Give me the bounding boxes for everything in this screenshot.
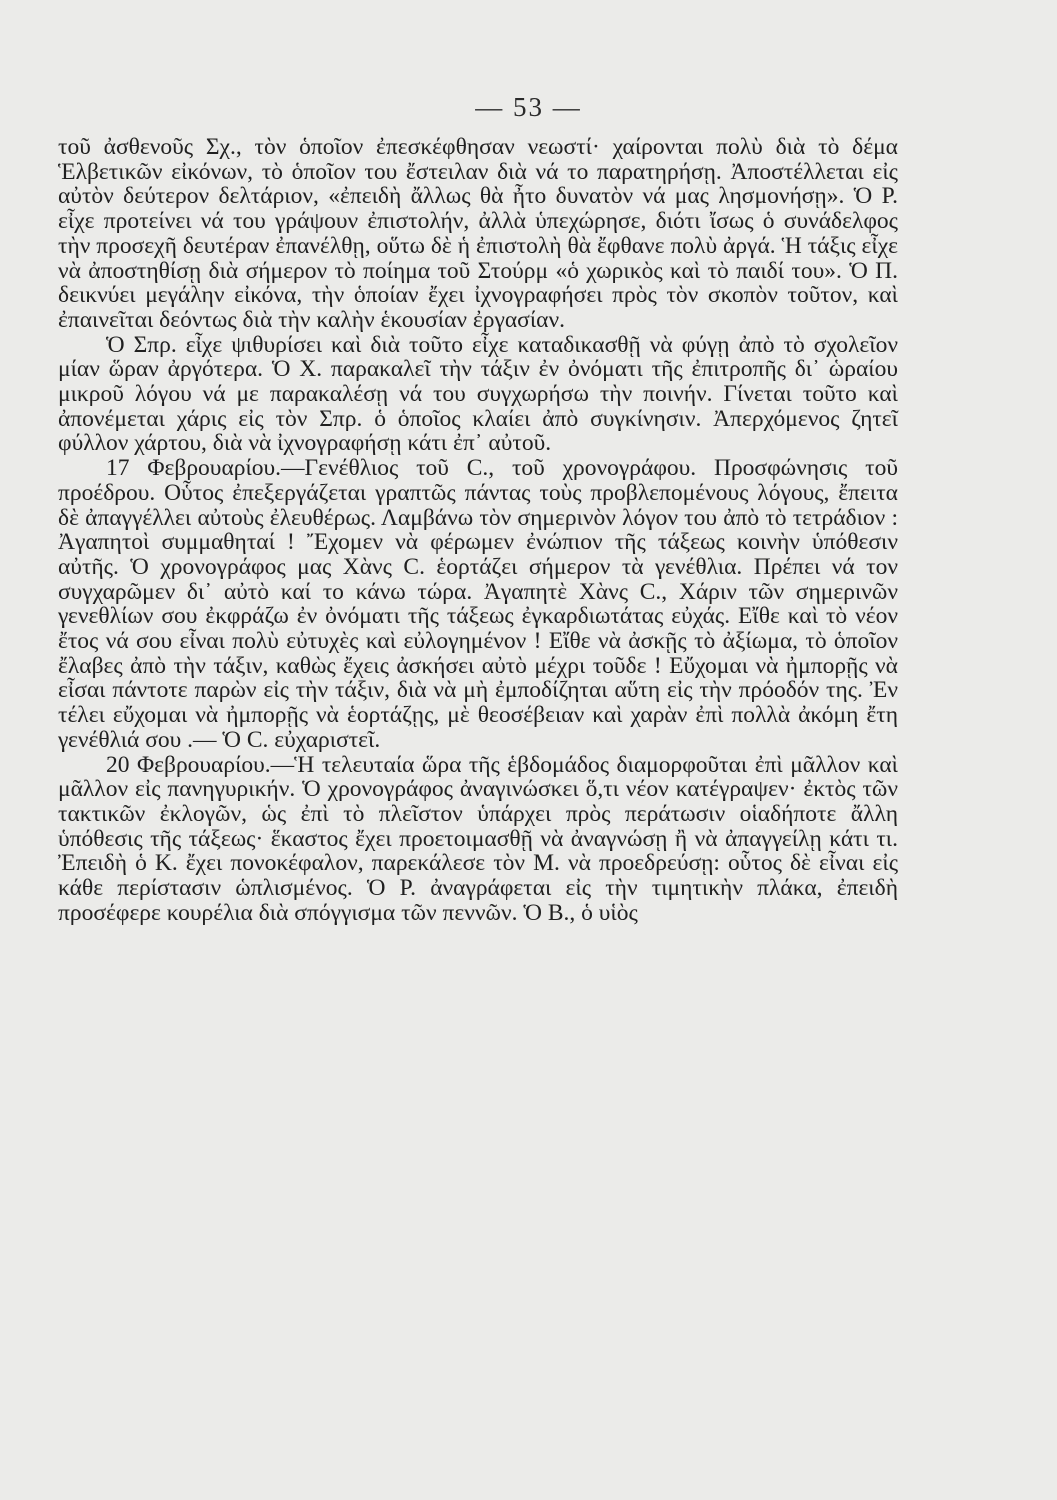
body-text — [58, 135, 898, 926]
paragraph-continuation: τοῦ ἀσθενοῦς Σχ., τὸν ὁποῖον ἐπεσκέφθησαν νεωστί· χαίρονται πολὺ διὰ τὸ δέμα Ἑλβετικῶν εἰκόνων, τὸ ὁποῖον του ἔστειλαν διὰ νά το παρατηρήσῃ. Ἀποστέλλεται εἰς αὐτὸν δεύτερον δελτάριον, «ἐπειδὴ ἄλλως θὰ ἦτο δυνατὸν νά μας λησμονήσῃ». Ὁ Ρ. εἶχε προτείνει νά του γράψουν ἐπιστολήν, ἀλλὰ ὑπεχώρησε, διότι ἴσως ὁ συνάδελφος τὴν προσεχῆ δευτέραν ἐπανέλθῃ, οὕτω δὲ ἡ ἐπιστολὴ θὰ ἔφθανε πολὺ ἀργά. Ἡ τάξις εἶχε νὰ ἀποστηθίσῃ διὰ σήμερον τὸ ποίημα τοῦ Στούρμ «ὁ χωρικὸς καὶ τὸ παιδί του». Ὁ Π. δεικνύει μεγάλην εἰκόνα, τὴν ὁποίαν ἔχει ἰχνογραφήσει πρὸς τὸν σκοπὸν τοῦτον, καὶ ἐπαινεῖται δεόντως διὰ τὴν καλὴν ἑκουσίαν ἐργασίαν. — [58, 134, 898, 333]
paragraph-17-february: 17 Φεβρουαρίου.—Γενέθλιος τοῦ C., τοῦ χρονογράφου. Προσφώνησις τοῦ προέδρου. Οὗτος ἐπεξεργάζεται γραπτῶς πάντας τοὺς προβλεπομένους λόγους, ἔπειτα δὲ ἀπαγγέλλει αὐτοὺς ἐλευθέρως. Λαμβάνω τὸν σημερινὸν λόγον του ἀπὸ τὸ τετράδιον : Ἀγαπητοὶ συμμαθηταί ! Ἔχομεν νὰ φέρωμεν ἐνώπιον τῆς τάξεως κοινὴν ὑπόθεσιν αὐτῆς. Ὁ χρονογράφος μας Χὰνς C. ἑορτάζει σήμερον τὰ γενέθλια. Πρέπει νά τον συγχαρῶμεν δι᾽ αὐτὸ καί το κάνω τώρα. Ἀγαπητὲ Χὰνς C., Χάριν τῶν σημερινῶν γενεθλίων σου ἐκφράζω ἐν ὀνόματι τῆς τάξεως ἐγκαρδιωτάτας εὐχάς. Εἴθε καὶ τὸ νέον ἔτος νά σου εἶναι πολὺ εὐτυχὲς καὶ εὐλογημένον ! Εἴθε νὰ ἀσκῇς τὸ ἀξίωμα, τὸ ὁποῖον ἔλαβες ἀπὸ τὴν τάξιν, καθὼς ἔχεις ἀσκήσει αὐτὸ μέχρι τοῦδε ! Εὔχομαι νὰ ἠμπορῇς νὰ εἶσαι πάντοτε παρὼν εἰς τὴν τάξιν, διὰ νὰ μὴ ἐμποδίζηται αὕτη εἰς τὴν πρόοδόν της. Ἐν τέλει εὔχομαι νὰ ἠμπορῇς νὰ ἑορτάζῃς, μὲ θεοσέβειαν καὶ χαρὰν ἐπὶ πολλὰ ἀκόμη ἔτη γενέθλιά σου .— Ὁ C. εὐχαριστεῖ. — [58, 455, 898, 753]
page-number: — 53 — — [475, 92, 582, 122]
paragraph-20-february: 20 Φεβρουαρίου.—Ἡ τελευταία ὥρα τῆς ἑβδομάδος διαμορφοῦται ἐπὶ μᾶλλον καὶ μᾶλλον εἰς πανηγυρικήν. Ὁ χρονογράφος ἀναγινώσκει ὅ,τι νέον κατέγραψεν· ἐκτὸς τῶν τακτικῶν ἐκλογῶν, ὡς ἐπὶ τὸ πλεῖστον ὑπάρχει πρὸς περάτωσιν οἱαδήποτε ἄλλη ὑπόθεσις τῆς τάξεως· ἕκαστος ἔχει προετοιμασθῇ νὰ ἀναγνώσῃ ἢ νὰ ἀπαγγείλῃ κάτι τι. Ἐπειδὴ ὁ Κ. ἔχει πονοκέφαλον, παρεκάλεσε τὸν Μ. νὰ προεδρεύσῃ: οὗτος δὲ εἶναι εἰς κάθε περίστασιν ὡπλισμένος. Ὁ Ρ. ἀναγράφεται εἰς τὴν τιμητικὴν πλάκα, ἐπειδὴ προσέφερε κουρέλια διὰ σπόγγισμα τῶν πεννῶν. Ὁ Β., ὁ υἱὸς — [58, 751, 898, 926]
paragraph-spr: Ὁ Σπρ. εἶχε ψιθυρίσει καὶ διὰ τοῦτο εἶχε καταδικασθῇ νὰ φύγῃ ἀπὸ τὸ σχολεῖον μίαν ὥραν ἀργότερα. Ὁ Χ. παρακαλεῖ τὴν τάξιν ἐν ὀνόματι τῆς ἐπιτροπῆς δι᾽ ὡραίου μικροῦ λόγου νά με παρακαλέσῃ νά του συγχωρήσω τὴν ποινήν. Γίνεται τοῦτο καὶ ἀπονέμεται χάρις εἰς τὸν Σπρ. ὁ ὁποῖος κλαίει ἀπὸ συγκίνησιν. Ἀπερχόμενος ζητεῖ φύλλον χάρτου, διὰ νὰ ἰχνογραφήσῃ κάτι ἐπ᾽ αὐτοῦ. — [58, 331, 898, 457]
